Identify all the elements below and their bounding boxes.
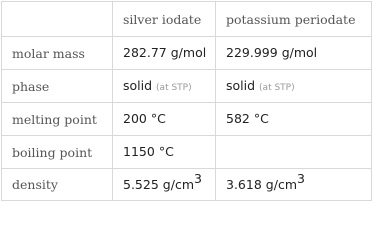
value: 1150 (123, 144, 155, 159)
row-label-boiling-point: boiling point (2, 136, 113, 169)
table-row-melting-point (2, 103, 372, 136)
unit: g/mol (281, 45, 318, 60)
cell-phase-potassium-periodate (216, 70, 372, 103)
header-silver-iodate: silver iodate (113, 2, 216, 37)
value: 200 (123, 111, 147, 126)
header-corner-cell (2, 2, 113, 37)
row-label-melting-point: melting point (2, 103, 113, 136)
cell-density-silver-iodate (113, 169, 216, 201)
row-label-molar-mass: molar mass (2, 37, 113, 70)
table-row-density (2, 169, 372, 201)
value: 229.999 (226, 45, 278, 60)
unit: g/cm (265, 176, 297, 192)
cell-phase-silver-iodate (113, 70, 216, 103)
value: solid (123, 78, 153, 93)
row-label-density: density (2, 169, 113, 201)
header-potassium-periodate: potassium periodate (216, 2, 372, 37)
cell-boiling-point-silver-iodate (113, 136, 216, 169)
value: 282.77 (123, 45, 167, 60)
unit: °C (158, 144, 174, 159)
cell-boiling-point-potassium-periodate (216, 136, 372, 169)
unit-exponent: 3 (297, 170, 305, 186)
unit-exponent: 3 (194, 170, 202, 186)
value: 582 (226, 111, 250, 126)
comparison-table (1, 1, 372, 201)
value: solid (226, 78, 256, 93)
unit: g/mol (170, 45, 207, 60)
unit: g/cm (162, 176, 194, 192)
header-row (2, 2, 372, 37)
cell-molar-mass-potassium-periodate (216, 37, 372, 70)
unit: °C (150, 111, 166, 126)
unit: °C (253, 111, 269, 126)
cell-melting-point-silver-iodate (113, 103, 216, 136)
condition-note: (at STP) (156, 83, 192, 93)
value: 5.525 (123, 176, 159, 192)
table-row-phase (2, 70, 372, 103)
value: 3.618 (226, 176, 262, 192)
table-row-boiling-point (2, 136, 372, 169)
cell-density-potassium-periodate (216, 169, 372, 201)
cell-melting-point-potassium-periodate (216, 103, 372, 136)
cell-molar-mass-silver-iodate (113, 37, 216, 70)
table-row-molar-mass (2, 37, 372, 70)
row-label-phase: phase (2, 70, 113, 103)
condition-note: (at STP) (259, 83, 295, 93)
